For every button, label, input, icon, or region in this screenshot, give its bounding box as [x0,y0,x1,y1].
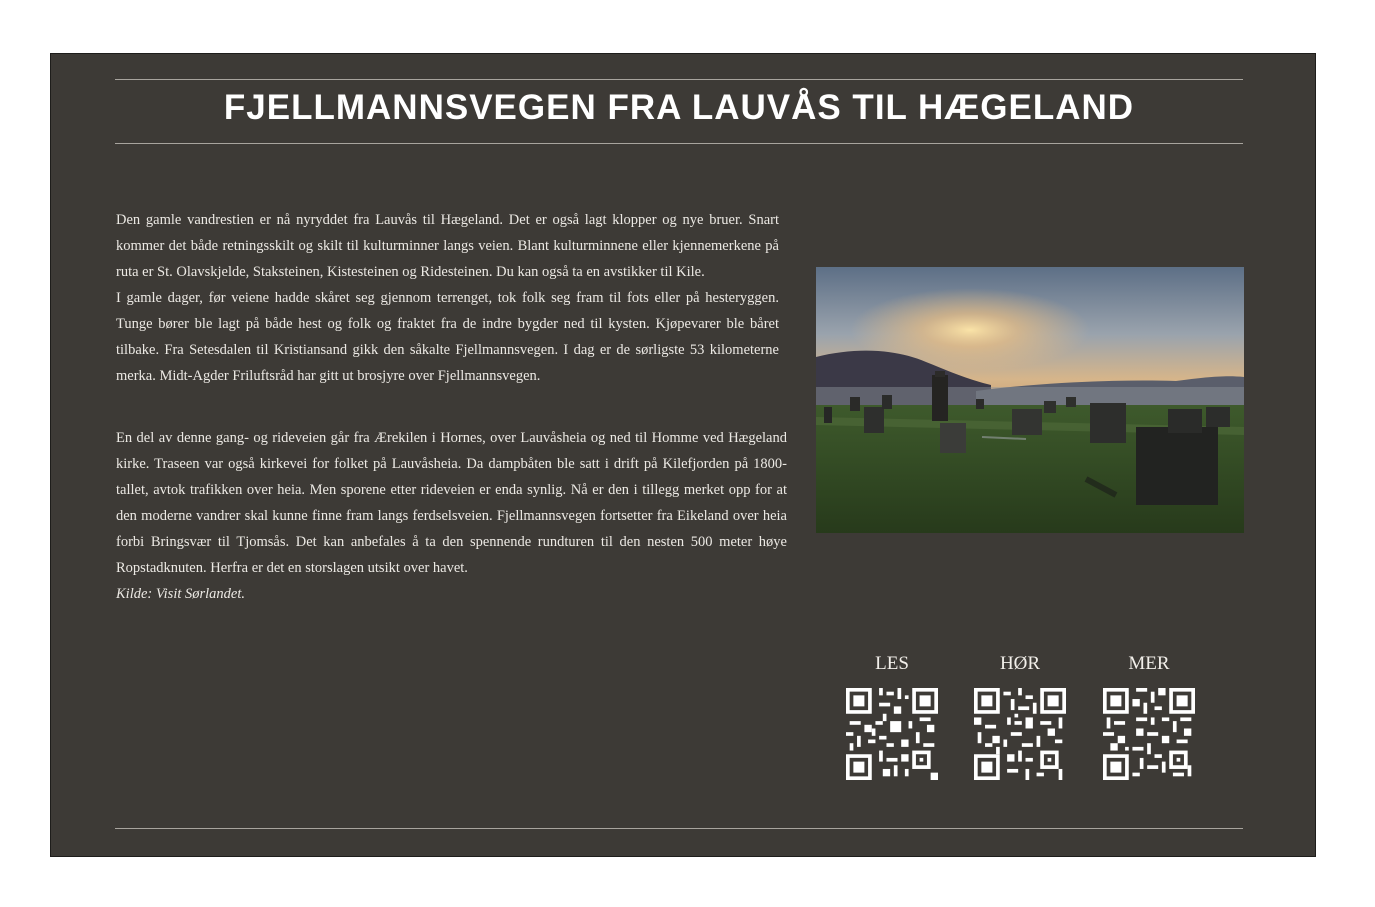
sign-title: FJELLMANNSVEGEN FRA LAUVÅS TIL HÆGELAND [223,88,1135,127]
paragraph-3-text: En del av denne gang- og rideveien går fra Ærekilen i Hornes, over Lauvåsheia og ned til Homme ved Hægeland kirke. Traseen var også kirkevei for folket på Lauvåsheia. Da dampbåten ble satt i drift på Kilefjorden på 1800-tallet, avtok trafikken over heia. Men sporene etter rideveien er enda synlig. Nå er den i tillegg merket opp for at den moderne vandrer skal kunne finne fram langs ferdselsveien. Fjellmannsvegen fortsetter fra Eikeland over heia forbi Bringsvær til Tjomsås. Det kan anbefales å ta den spennende rundturen til den nesten 500 meter høye Ropstadknuten. Herfra er det en storslagen utsikt over havet. [116,430,787,576]
information-sign [50,53,1316,857]
cemetery-sunrise-photo [816,267,1244,533]
paragraph-2: I gamle dager, før veiene hadde skåret seg gjennom terrenget, tok folk seg fram til fots eller på hesteryggen. Tunge bører ble lagt på både hest og folk og fraktet fra de indre bygder ned til kysten. Kjøpevarer ble båret tilbake. Fra Setesdalen til Kristiansand gikk den såkalte Fjellmannsvegen. I dag er de sørligste 53 kilometerne merka. Midt-Agder Friluftsråd har gitt ut brosjyre over Fjellmannsvegen. [116,290,779,384]
paragraph-1: Den gamle vandrestien er nå nyryddet fra Lauvås til Hægeland. Det er også lagt klopper og nye bruer. Snart kommer det både retningsskilt og skilt til kulturminner langs veien. Blant kulturminnene eller kjennemerkene på ruta er St. Olavskjelde, Staksteinen, Kistesteinen og Ridesteinen. Du kan også ta en avstikker til Kile. [116,212,779,280]
paragraph-3 [116,425,787,607]
qr-code-hor[interactable] [970,688,1070,780]
top-rule [115,79,1243,80]
qr-group-hor [965,652,1075,780]
qr-code-les[interactable] [842,688,942,780]
qr-label-mer: MER [1128,653,1170,674]
qr-label-hor: HØR [999,653,1041,674]
sign-body-text [116,207,787,607]
source-credit: Kilde: Visit Sørlandet. [116,586,246,602]
title-underline [115,143,1243,144]
qr-group-mer [1094,652,1204,780]
qr-code-mer[interactable] [1099,688,1199,780]
bottom-rule [115,828,1243,829]
qr-label-les: LES [875,653,909,674]
qr-group-les [837,652,947,780]
